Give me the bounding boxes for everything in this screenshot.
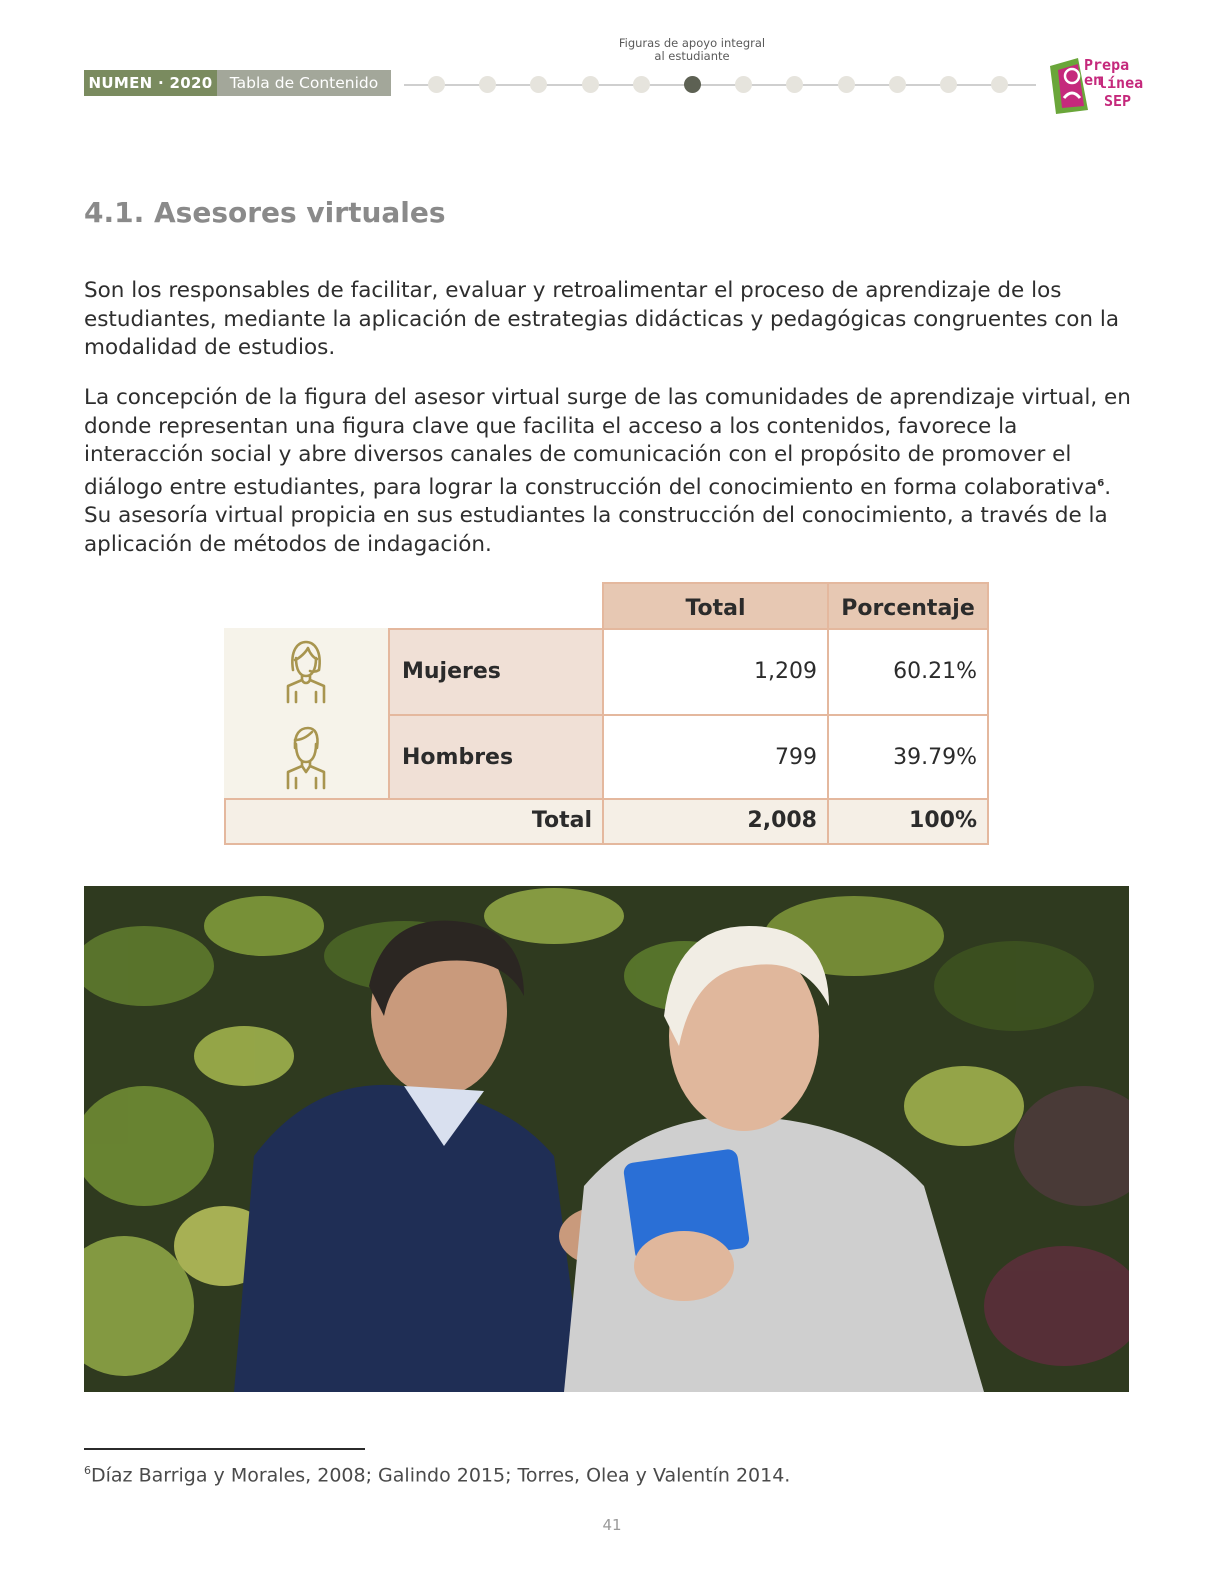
timeline-dot[interactable]	[530, 76, 547, 93]
journal-badge: NUMEN · 2020	[84, 70, 217, 96]
header-total: Total	[602, 582, 829, 630]
footnote	[84, 1464, 790, 1486]
footnote-text: Díaz Barriga y Morales, 2008; Galindo 2015; Torres, Olea y Valentín 2014.	[91, 1464, 791, 1487]
section-caption-line1: Figuras de apoyo integral	[618, 36, 766, 50]
timeline-dot[interactable]	[786, 76, 803, 93]
logo-text-line3: SEP	[1104, 92, 1132, 110]
footer-total-percentage: 100%	[827, 798, 989, 845]
footer-total-value: 2,008	[602, 798, 829, 845]
mujeres-percentage: 60.21%	[827, 628, 989, 716]
photo-two-people-tablet	[84, 886, 1129, 1392]
timeline-dot[interactable]	[889, 76, 906, 93]
mujeres-total: 1,209	[602, 628, 829, 716]
timeline-dot[interactable]	[479, 76, 496, 93]
row-label-mujeres: Mujeres	[388, 628, 604, 716]
photo-illustration	[84, 886, 1129, 1392]
footnote-number: 6	[84, 1464, 91, 1477]
icon-column	[224, 628, 390, 800]
timeline-dot[interactable]	[838, 76, 855, 93]
paragraph-2-part-b: . Su asesoría virtual propicia en sus estudiantes la construcción del conocimiento, a través de la aplicación de métodos de indagación.	[84, 474, 1112, 557]
stats-table	[224, 582, 989, 846]
page-number: 41	[602, 1516, 622, 1534]
footnote-ref[interactable]: 6	[1097, 477, 1105, 489]
timeline-dot[interactable]	[582, 76, 599, 93]
header-percentage: Porcentaje	[827, 582, 989, 630]
footer-total-label: Total	[224, 798, 604, 845]
hombres-total: 799	[602, 714, 829, 800]
section-caption-line2: al estudiante	[654, 49, 730, 63]
table-of-contents-link[interactable]: Tabla de Contenido	[217, 70, 391, 96]
logo-text-line1: Prepa en	[1084, 56, 1130, 89]
hombres-percentage: 39.79%	[827, 714, 989, 800]
row-label-hombres: Hombres	[388, 714, 604, 800]
man-icon	[282, 726, 330, 790]
footnote-rule	[84, 1448, 365, 1450]
timeline-dot[interactable]	[735, 76, 752, 93]
section-caption	[592, 37, 792, 63]
section-title: 4.1. Asesores virtuales	[84, 196, 446, 229]
paragraph-2	[84, 384, 1134, 559]
prepa-en-linea-logo	[1048, 54, 1144, 116]
timeline-dot[interactable]	[428, 76, 445, 93]
woman-icon	[282, 640, 330, 704]
logo-text-line2: línea	[1098, 74, 1144, 92]
paragraph-2-part-a: La concepción de la figura del asesor virtual surge de las comunidades de aprendizaje virtual, en donde representan una figura clave que facilita el acceso a los contenidos, favorece la interacción social y abre diversos canales de comunicación con el propósito de promover el diálogo entre estudiantes, para lograr la construcción del conocimiento en forma colaborativa	[84, 385, 1131, 500]
timeline-dot[interactable]	[991, 76, 1008, 93]
paragraph-1: Son los responsables de facilitar, evaluar y retroalimentar el proceso de aprendizaje de los estudiantes, mediante la aplicación de estrategias didácticas y pedagógicas congruentes con la modalidad de estudios.	[84, 278, 1120, 360]
timeline-dot[interactable]	[633, 76, 650, 93]
timeline-dot-active[interactable]	[684, 76, 701, 93]
timeline-dot[interactable]	[940, 76, 957, 93]
